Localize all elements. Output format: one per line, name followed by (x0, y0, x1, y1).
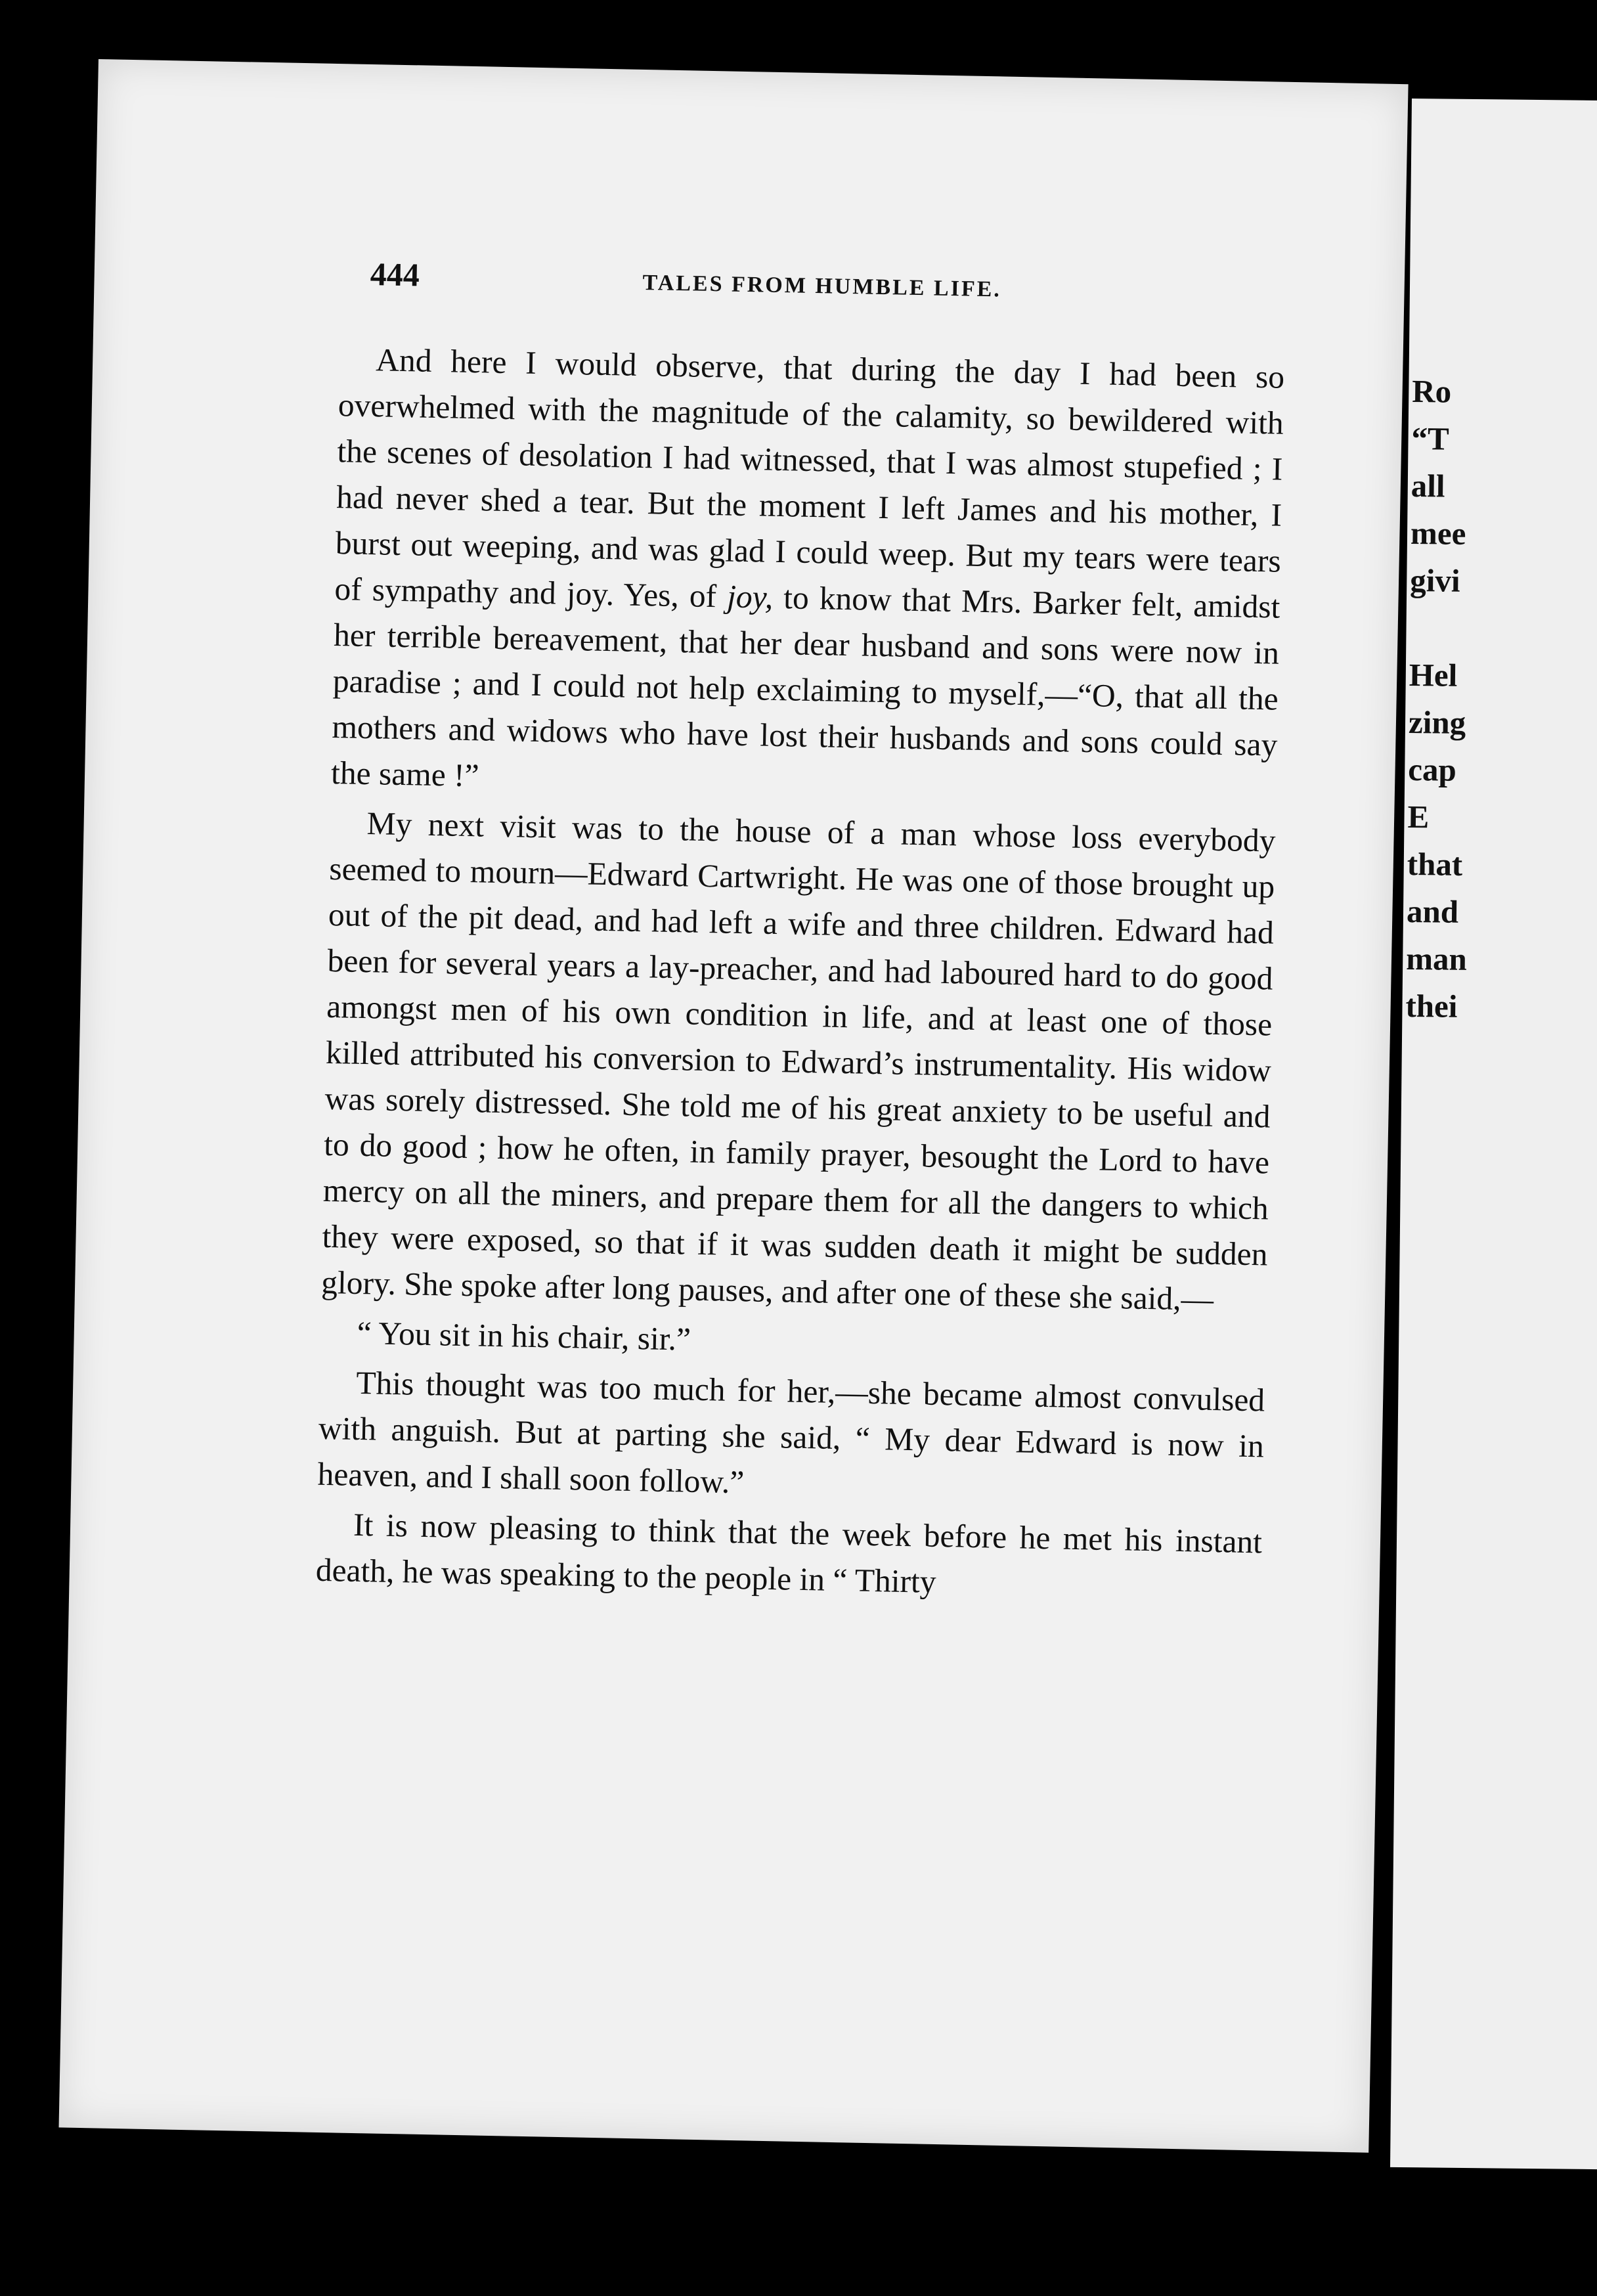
fragment-line: man (1405, 940, 1468, 977)
paragraph-text: to know that Mrs. Barker felt, amidst her terrible bereavement, that her dear husband and sons were now in paradise ; and I could not help exclaiming to myself,—“O, that all the mothers and widows who have lost their husbands and sons could say the same !” (330, 579, 1280, 794)
fragment-line: givi (1410, 562, 1460, 599)
fragment-line: zing (1408, 704, 1466, 741)
fragment-line: cap (1408, 751, 1457, 788)
page-body (315, 336, 1285, 1615)
fragment-line: that (1407, 845, 1463, 883)
book-page (59, 59, 1409, 2153)
fragment-line: Ro (1412, 373, 1452, 410)
running-title: TALES FROM HUMBLE LIFE. (642, 270, 1002, 302)
fragment-line: and (1406, 893, 1459, 930)
fragment-line: E (1407, 798, 1430, 835)
quoted-line: “ You sit in his chair, sir.” (357, 1314, 691, 1358)
fragment-line: all (1411, 468, 1445, 504)
page-header (370, 255, 1112, 302)
paragraph: It is now pleasing to think that the week before he met his instant death, he was speaking to the people in “ Thirty (315, 1506, 1263, 1600)
page-number: 444 (370, 255, 420, 294)
facing-page-text (1405, 368, 1473, 1030)
fragment-line: thei (1405, 987, 1458, 1025)
facing-page-edge (1390, 99, 1597, 2169)
paragraph: My next visit was to the house of a man whose loss everybody seemed to mourn—Edward Cartwright. He was one of those brought up out of the pit dead, and had left a wife and three children. Edward had been for several years a lay-preacher, and had laboured hard to do good amongst men of his own condition in life, and at least one of those killed attributed his conversion to Edward’s instrumentality. His widow was sorely distressed. She told me of his great anxiety to be useful and to do good ; how he often, in family prayer, besought the Lord to have mercy on all the miners, and prepare them for all the dangers to which they were exposed, so that if it was sudden death it might be sudden glory. She spoke after long pauses, and after one of these she said,— (320, 805, 1277, 1317)
paragraph-text: And here I would observe, that during the day I had been so overwhelmed with the magnitude of the calamity, so bewildered with the scenes of desolation I had witnessed, that I was almost stupefied ; I had never shed a tear. But the moment I left James and his mother, I burst out weeping, and was glad I could weep. But my tears were tears of sympathy and joy. Yes, of (334, 342, 1285, 615)
emphasized-word: joy, (726, 578, 774, 615)
paragraph: This thought was too much for her,—she became almost convulsed with anguish. But at parting she said, “ My dear Edward is now in heaven, and I shall soon follow.” (317, 1364, 1265, 1501)
blank-line (1409, 604, 1470, 652)
fragment-line: Hel (1409, 657, 1458, 694)
paragraph (331, 336, 1285, 814)
fragment-line: mee (1410, 515, 1466, 552)
fragment-line: “T (1411, 420, 1450, 457)
